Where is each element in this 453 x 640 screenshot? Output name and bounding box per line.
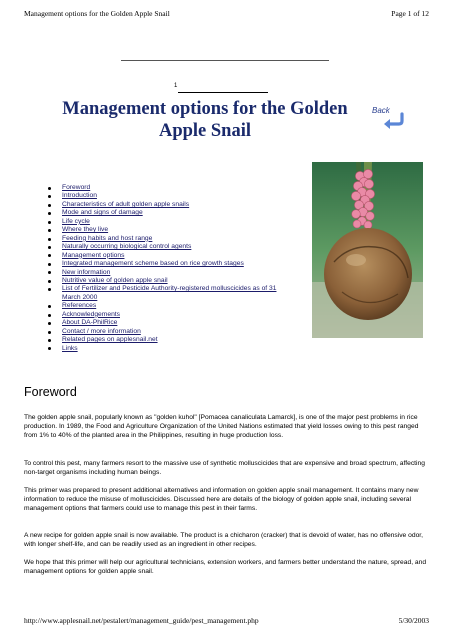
footnote-marker: 1 — [174, 83, 178, 89]
toc-item[interactable] — [44, 285, 289, 302]
toc-link[interactable]: Mode and signs of damage — [62, 209, 143, 217]
toc-link[interactable]: Links — [62, 344, 78, 352]
snail-photo — [312, 162, 423, 338]
toc-link[interactable]: Naturally occurring biological control agents — [62, 243, 192, 251]
toc-item[interactable] — [44, 209, 289, 217]
back-button[interactable] — [372, 106, 408, 132]
back-label: Back — [372, 106, 390, 115]
footnote-rule — [178, 92, 268, 93]
toc-link[interactable]: Characteristics of adult golden apple snails — [62, 200, 190, 208]
toc-link[interactable]: Related pages on applesnail.net — [62, 336, 158, 344]
toc-item[interactable] — [44, 302, 289, 310]
paragraph: The golden apple snail, popularly known as "golden kuhol" [Pomacea canaliculata Lamarck], is one of the major pest problems in rice production. In 1989, the Food and Agriculture Organization of the United Nations estimated that yield losses owing to this pest ranged from 1% to 40% of the planted area in the Philippines, resulting in huge production loss. — [24, 414, 419, 439]
toc-link[interactable]: References — [62, 302, 97, 310]
toc-item[interactable] — [44, 192, 289, 200]
toc-item[interactable] — [44, 184, 289, 192]
return-arrow-icon — [380, 112, 406, 130]
toc-item[interactable] — [44, 328, 289, 336]
section-heading-foreword: Foreword — [24, 385, 77, 399]
print-footer-date: 5/30/2003 — [398, 616, 429, 625]
toc-item[interactable] — [44, 269, 289, 277]
toc-item[interactable] — [44, 319, 289, 327]
print-header-page-number: Page 1 of 12 — [391, 9, 429, 18]
toc-link[interactable]: About DA-PhilRice — [62, 319, 118, 327]
toc-link[interactable]: Life cycle — [62, 217, 90, 225]
toc-item[interactable] — [44, 252, 289, 260]
toc-link[interactable]: Introduction — [62, 192, 97, 200]
horizontal-rule — [121, 60, 329, 61]
toc-item[interactable] — [44, 345, 289, 353]
toc-link[interactable]: Foreword — [62, 184, 91, 191]
toc-item[interactable] — [44, 226, 289, 234]
toc-item[interactable] — [44, 311, 289, 319]
toc-link[interactable]: Feeding habits and host range — [62, 234, 153, 242]
paragraph: We hope that this primer will help our agricultural technicians, extension workers, and farmers better understand the nature, spread, and management options for golden apple snail. — [24, 559, 427, 575]
paragraph: This primer was prepared to present additional alternatives and information on golden apple snail management. It contains many new information to reduce the misuse of molluscicides. Discussed here are details of the biology of golden apple snail, including several management options that farmers could use to manage this pest in their farms. — [24, 487, 419, 512]
toc-item[interactable] — [44, 235, 289, 243]
page-title: Management options for the Golden Apple Snail — [62, 99, 348, 141]
paragraph: A new recipe for golden apple snail is now available. The product is a chicharon (cracker) that is devoid of water, has no offensive odor, with longer shelf-life, and can be readily used as an ingredient in other recipes. — [24, 532, 424, 548]
print-header-title: Management options for the Golden Apple Snail — [24, 9, 170, 18]
toc-link[interactable]: Management options — [62, 251, 125, 259]
toc-item[interactable] — [44, 218, 289, 226]
toc-item[interactable] — [44, 260, 289, 268]
toc-item[interactable] — [44, 336, 289, 344]
toc-link[interactable]: Where they live — [62, 226, 109, 234]
toc-link[interactable]: Integrated management scheme based on rice growth stages — [62, 260, 244, 268]
toc-link[interactable]: List of Fertilizer and Pesticide Authority-registered molluscicides as of 31 March 2000 — [62, 285, 277, 301]
toc-link[interactable]: Nutritive value of golden apple snail — [62, 276, 168, 284]
toc-link[interactable]: Acknowledgements — [62, 310, 120, 318]
toc-item[interactable] — [44, 243, 289, 251]
print-footer-url: http://www.applesnail.net/pestalert/management_guide/pest_management.php — [24, 616, 259, 625]
toc-link[interactable]: New information — [62, 268, 111, 276]
paragraph: To control this pest, many farmers resort to the massive use of synthetic molluscicides that are expensive and broad spectrum, affecting non-target organisms including human beings. — [24, 460, 425, 476]
toc-link[interactable]: Contact / more information — [62, 327, 141, 335]
toc-item[interactable] — [44, 201, 289, 209]
table-of-contents — [44, 184, 289, 353]
toc-item[interactable] — [44, 277, 289, 285]
